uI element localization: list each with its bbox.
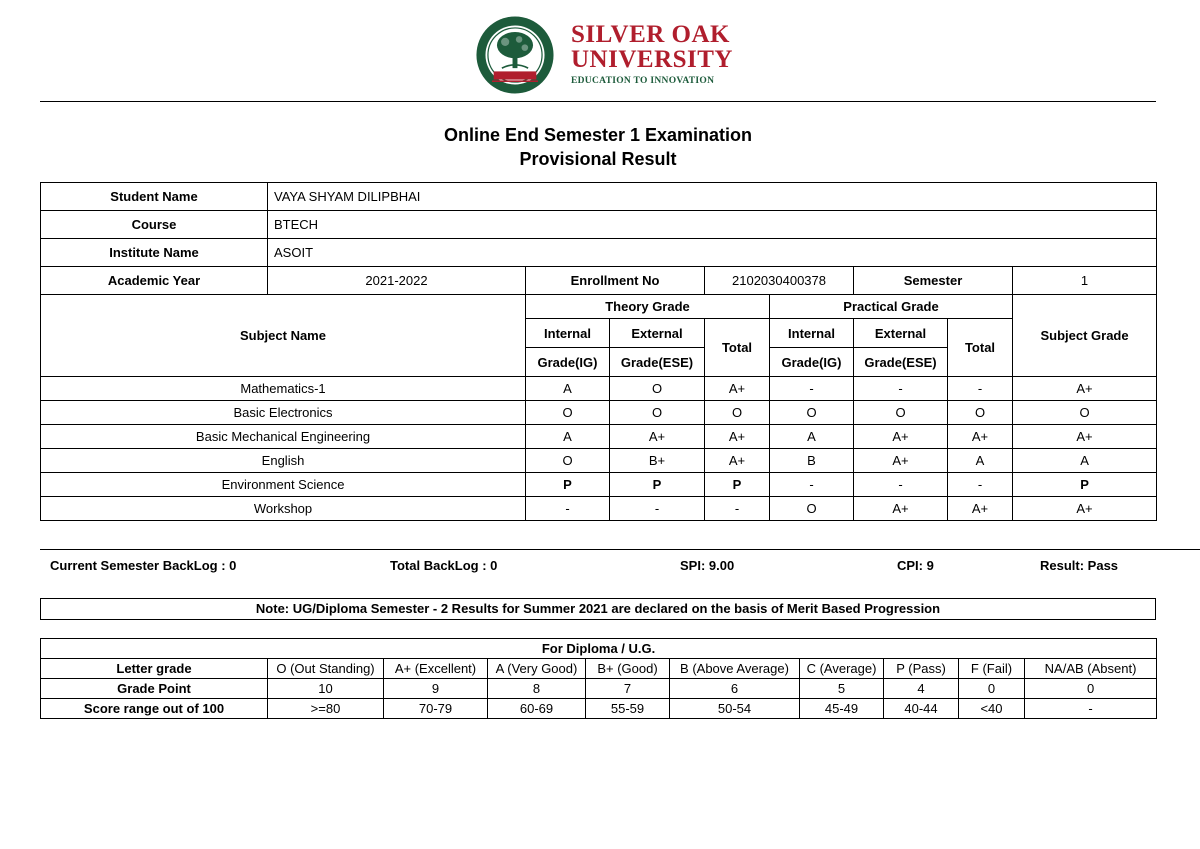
grade-point-cell: 9 <box>384 679 488 699</box>
theory-total: A+ <box>705 377 770 401</box>
subject-row <box>41 401 1157 425</box>
score-range-cell: <40 <box>959 699 1025 719</box>
grade-point-cell: 0 <box>959 679 1025 699</box>
theory-ig: O <box>526 401 610 425</box>
title-line2: Provisional Result <box>519 149 677 169</box>
theory-grade-ese-header: Grade(ESE) <box>610 348 705 377</box>
subject-grade: A+ <box>1013 497 1157 521</box>
practical-grade-header: Practical Grade <box>770 295 1013 319</box>
theory-total: A+ <box>705 425 770 449</box>
practical-ig: B <box>770 449 854 473</box>
institute-label: Institute Name <box>41 239 268 267</box>
theory-ig: A <box>526 377 610 401</box>
score-range-cell: 50-54 <box>670 699 800 719</box>
subject-row <box>41 497 1157 521</box>
academic-year-label: Academic Year <box>41 267 268 295</box>
theory-ese: O <box>610 401 705 425</box>
theory-ese: A+ <box>610 425 705 449</box>
practical-total-header: Total <box>948 319 1013 377</box>
practical-ese: - <box>854 377 948 401</box>
practical-ig: A <box>770 425 854 449</box>
theory-total: P <box>705 473 770 497</box>
subject-grade: A+ <box>1013 425 1157 449</box>
header-divider <box>40 101 1156 102</box>
letter-grade-cell: NA/AB (Absent) <box>1025 659 1157 679</box>
merit-progression-note: Note: UG/Diploma Semester - 2 Results for Summer 2021 are declared on the basis of Merit Based Progression <box>40 598 1156 620</box>
theory-total: A+ <box>705 449 770 473</box>
theory-total-header: Total <box>705 319 770 377</box>
grade-point-cell: 8 <box>488 679 586 699</box>
semester-value: 1 <box>1013 267 1157 295</box>
practical-total: - <box>948 473 1013 497</box>
practical-ese: A+ <box>854 425 948 449</box>
practical-total: A+ <box>948 425 1013 449</box>
practical-ig: O <box>770 401 854 425</box>
page-title <box>0 123 1196 171</box>
practical-total: - <box>948 377 1013 401</box>
theory-total: - <box>705 497 770 521</box>
practical-ese: A+ <box>854 449 948 473</box>
institute-value: ASOIT <box>268 239 1157 267</box>
practical-total: O <box>948 401 1013 425</box>
grade-point-row <box>41 679 1157 699</box>
letter-grade-cell: P (Pass) <box>884 659 959 679</box>
grade-point-cell: 0 <box>1025 679 1157 699</box>
course-label: Course <box>41 211 268 239</box>
practical-total: A+ <box>948 497 1013 521</box>
theory-ig: A <box>526 425 610 449</box>
grading-title: For Diploma / U.G. <box>41 639 1157 659</box>
score-range-cell: 45-49 <box>800 699 884 719</box>
academic-year-row <box>41 267 1157 295</box>
score-range-cell: 55-59 <box>586 699 670 719</box>
theory-external-header: External <box>610 319 705 348</box>
subject-row <box>41 425 1157 449</box>
subject-name: English <box>41 449 526 473</box>
current-backlog: Current Semester BackLog : 0 <box>50 558 237 573</box>
grade-point-label: Grade Point <box>41 679 268 699</box>
score-range-cell: 60-69 <box>488 699 586 719</box>
grade-point-cell: 10 <box>268 679 384 699</box>
brand-tagline: EDUCATION TO INNOVATION <box>571 76 715 86</box>
subject-grade: A+ <box>1013 377 1157 401</box>
subject-name: Environment Science <box>41 473 526 497</box>
subject-name: Basic Mechanical Engineering <box>41 425 526 449</box>
practical-total: A <box>948 449 1013 473</box>
grading-scheme-table <box>40 638 1157 719</box>
letter-grade-cell: O (Out Standing) <box>268 659 384 679</box>
letter-grade-cell: B (Above Average) <box>670 659 800 679</box>
brand-name-line1: SILVER OAK <box>571 21 730 48</box>
subject-grade: P <box>1013 473 1157 497</box>
theory-total: O <box>705 401 770 425</box>
letter-grade-cell: C (Average) <box>800 659 884 679</box>
theory-ig: O <box>526 449 610 473</box>
theory-ese: P <box>610 473 705 497</box>
brand-block <box>571 22 733 86</box>
theory-grade-ig-header: Grade(IG) <box>526 348 610 377</box>
practical-internal-header: Internal <box>770 319 854 348</box>
institute-row <box>41 239 1157 267</box>
result-summary <box>40 549 1200 573</box>
score-range-label: Score range out of 100 <box>41 699 268 719</box>
letter-grade-label: Letter grade <box>41 659 268 679</box>
result-table <box>40 182 1157 521</box>
grade-point-cell: 6 <box>670 679 800 699</box>
total-backlog: Total BackLog : 0 <box>390 558 498 573</box>
subject-row <box>41 473 1157 497</box>
letter-grade-cell: A (Very Good) <box>488 659 586 679</box>
subject-name: Mathematics-1 <box>41 377 526 401</box>
practical-ig: - <box>770 473 854 497</box>
grade-point-cell: 5 <box>800 679 884 699</box>
practical-grade-ig-header: Grade(IG) <box>770 348 854 377</box>
title-line1: Online End Semester 1 Examination <box>443 125 753 145</box>
practical-grade-ese-header: Grade(ESE) <box>854 348 948 377</box>
score-range-cell: 40-44 <box>884 699 959 719</box>
theory-ig: P <box>526 473 610 497</box>
theory-ese: O <box>610 377 705 401</box>
academic-year-value: 2021-2022 <box>268 267 526 295</box>
practical-ig: - <box>770 377 854 401</box>
theory-grade-header: Theory Grade <box>526 295 770 319</box>
subject-name: Workshop <box>41 497 526 521</box>
brand-name-line2: UNIVERSITY <box>571 46 733 73</box>
letter-grade-cell: F (Fail) <box>959 659 1025 679</box>
grading-title-row <box>41 639 1157 659</box>
course-row <box>41 211 1157 239</box>
practical-ese: - <box>854 473 948 497</box>
practical-external-header: External <box>854 319 948 348</box>
course-value: BTECH <box>268 211 1157 239</box>
subject-grade: A <box>1013 449 1157 473</box>
enrollment-value: 2102030400378 <box>705 267 854 295</box>
student-name-value: VAYA SHYAM DILIPBHAI <box>268 183 1157 211</box>
grade-group-header-row <box>41 295 1157 319</box>
subject-name: Basic Electronics <box>41 401 526 425</box>
university-header <box>468 14 738 94</box>
result-value: Result: Pass <box>1040 558 1119 573</box>
score-range-cell: 70-79 <box>384 699 488 719</box>
enrollment-label: Enrollment No <box>526 267 705 295</box>
theory-internal-header: Internal <box>526 319 610 348</box>
letter-grade-row <box>41 659 1157 679</box>
semester-label: Semester <box>854 267 1013 295</box>
score-range-row <box>41 699 1157 719</box>
practical-ese: O <box>854 401 948 425</box>
subject-grade: O <box>1013 401 1157 425</box>
student-name-label: Student Name <box>41 183 268 211</box>
theory-ese: - <box>610 497 705 521</box>
practical-ig: O <box>770 497 854 521</box>
theory-ese: B+ <box>610 449 705 473</box>
grade-point-cell: 7 <box>586 679 670 699</box>
subject-name-header: Subject Name <box>41 295 526 377</box>
student-name-row <box>41 183 1157 211</box>
subject-row <box>41 449 1157 473</box>
score-range-cell: >=80 <box>268 699 384 719</box>
subject-grade-header: Subject Grade <box>1013 295 1157 377</box>
theory-ig: - <box>526 497 610 521</box>
practical-ese: A+ <box>854 497 948 521</box>
cpi-value: CPI: 9 <box>897 558 934 573</box>
letter-grade-cell: A+ (Excellent) <box>384 659 488 679</box>
spi-value: SPI: 9.00 <box>680 558 735 573</box>
letter-grade-cell: B+ (Good) <box>586 659 670 679</box>
subject-row <box>41 377 1157 401</box>
score-range-cell: - <box>1025 699 1157 719</box>
university-logo-icon <box>474 14 556 96</box>
grade-point-cell: 4 <box>884 679 959 699</box>
